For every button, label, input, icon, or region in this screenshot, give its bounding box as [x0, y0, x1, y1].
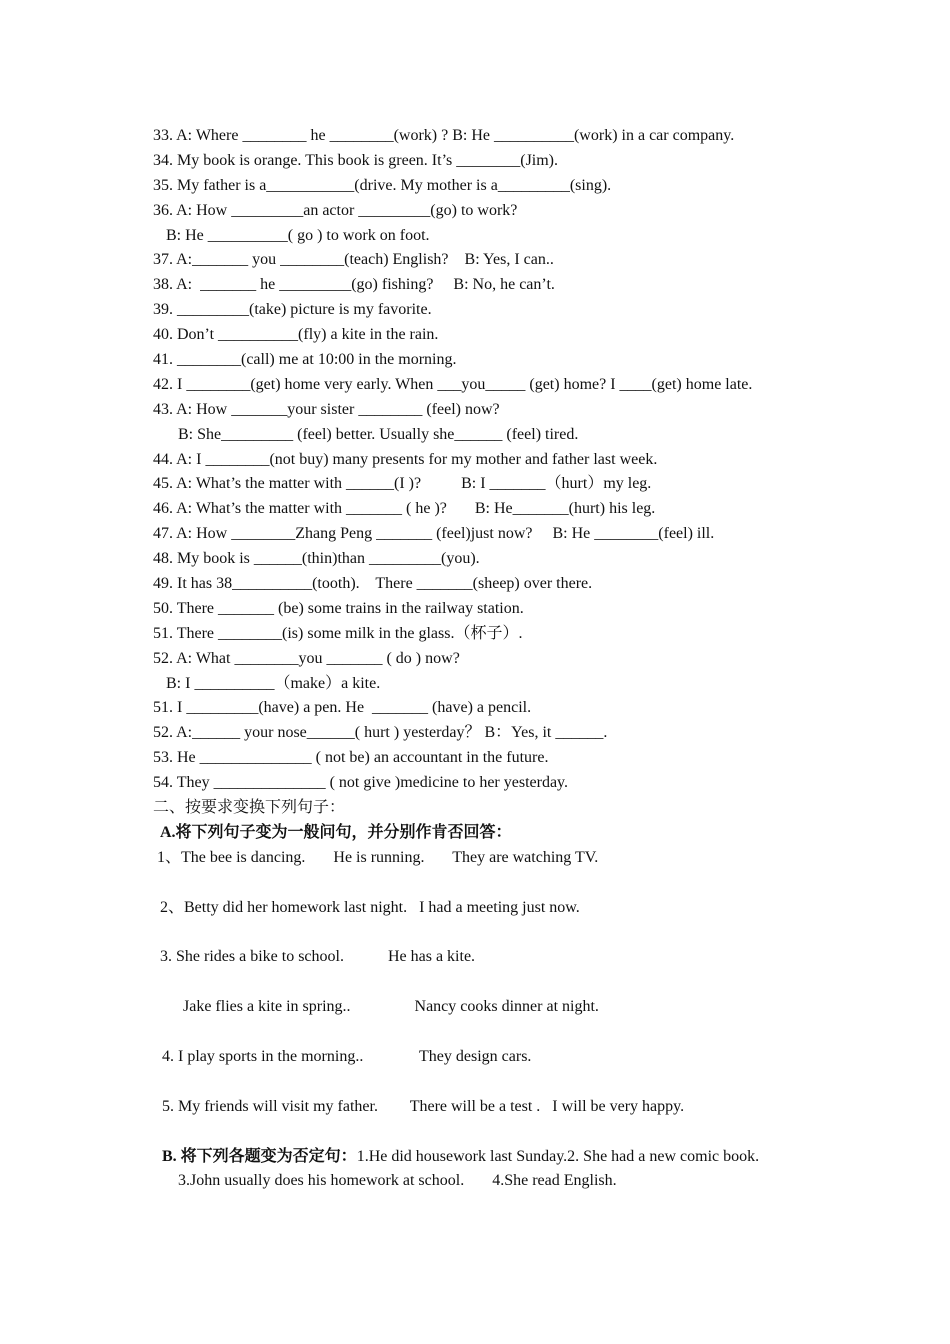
exercise-38: 38. A: _______ he _________(go) fishing? B: No, he can’t.	[153, 276, 555, 294]
part-b-items-3-4: 3.John usually does his homework at school. 4.She read English.	[178, 1172, 617, 1190]
exercise-52-b: B: I __________（make）a kite.	[166, 674, 381, 692]
part-a-item-3-continued: Jake flies a kite in spring.. Nancy cooks dinner at night.	[183, 998, 599, 1016]
answer-space	[153, 1070, 833, 1095]
section-2-heading: 二、按要求变换下列句子：	[153, 799, 346, 817]
exercise-35: 35. My father is a___________(drive. My mother is a_________(sing).	[153, 176, 612, 194]
exercise-40: 40. Don’t __________(fly) a kite in the rain.	[153, 326, 439, 344]
answer-space	[153, 1020, 833, 1045]
answer-space	[153, 970, 833, 995]
exercise-36-b: B: He __________( go ) to work on foot.	[166, 226, 430, 244]
exercise-41: 41. ________(call) me at 10:00 in the morning.	[153, 351, 457, 369]
exercise-36-a: 36. A: How _________an actor _________(go) to work?	[153, 201, 518, 219]
exercise-52-a: 52. A: What ________you _______ ( do ) now?	[153, 649, 460, 667]
exercise-42: 42. I ________(get) home very early. When ___you_____ (get) home? I ____(get) home late.	[153, 375, 753, 393]
exercise-37: 37. A:_______ you ________(teach) English? B: Yes, I can..	[153, 251, 554, 269]
exercise-45: 45. A: What’s the matter with ______(I )? B: I _______（hurt）my leg.	[153, 475, 652, 493]
exercise-33: 33. A: Where ________ he ________(work) ? B: He __________(work) in a car company.	[153, 127, 735, 144]
exercise-53: 53. He ______________ ( not be) an accountant in the future.	[153, 749, 549, 767]
exercise-54: 54. They ______________ ( not give )medicine to her yesterday.	[153, 774, 569, 792]
part-a-item-2: 2、Betty did her homework last night. I had a meeting just now.	[160, 898, 580, 916]
exercise-50: 50. There _______ (be) some trains in the railway station.	[153, 599, 524, 617]
exercise-46: 46. A: What’s the matter with _______ ( he )? B: He_______(hurt) his leg.	[153, 500, 656, 518]
exercise-39: 39. _________(take) picture is my favorite.	[153, 301, 432, 319]
exercise-43-a: 43. A: How _______your sister ________ (feel) now?	[153, 400, 500, 418]
exercise-43-b: B: She_________ (feel) better. Usually she______ (feel) tired.	[178, 425, 579, 443]
exercise-51-second: 51. I _________(have) a pen. He _______ (have) a pencil.	[153, 699, 532, 717]
part-a-item-5: 5. My friends will visit my father. There will be a test . I will be very happy.	[162, 1097, 685, 1115]
part-a-title: A.将下列句子变为一般问句，并分别作肯否回答：	[160, 823, 512, 841]
exercise-34: 34. My book is orange. This book is green. It’s ________(Jim).	[153, 151, 559, 169]
part-a-item-1: 1、The bee is dancing. He is running. They are watching TV.	[157, 848, 599, 866]
worksheet-content	[153, 124, 833, 1194]
part-b	[153, 1145, 833, 1170]
part-a-item-4: 4. I play sports in the morning.. They design cars.	[162, 1047, 532, 1065]
exercise-51: 51. There ________(is) some milk in the glass.（杯子）.	[153, 624, 523, 642]
exercise-47: 47. A: How ________Zhang Peng _______ (feel)just now? B: He ________(feel) ill.	[153, 525, 715, 543]
answer-space	[153, 871, 833, 896]
exercise-52-second: 52. A:______ your nose______( hurt ) yesterday？ B：Yes, it ______.	[153, 724, 608, 742]
exercise-44: 44. A: I ________(not buy) many presents for my mother and father last week.	[153, 450, 658, 468]
exercise-48: 48. My book is ______(thin)than _________(you).	[153, 550, 480, 568]
part-b-title: B. 将下列各题变为否定句：	[162, 1147, 357, 1165]
part-b-items-1-2: 1.He did housework last Sunday.2. She had a new comic book.	[356, 1147, 760, 1165]
exercise-49: 49. It has 38__________(tooth). There _______(sheep) over there.	[153, 575, 593, 593]
answer-space	[153, 921, 833, 946]
part-a-item-3: 3. She rides a bike to school. He has a kite.	[160, 948, 476, 966]
answer-space	[153, 1120, 833, 1145]
